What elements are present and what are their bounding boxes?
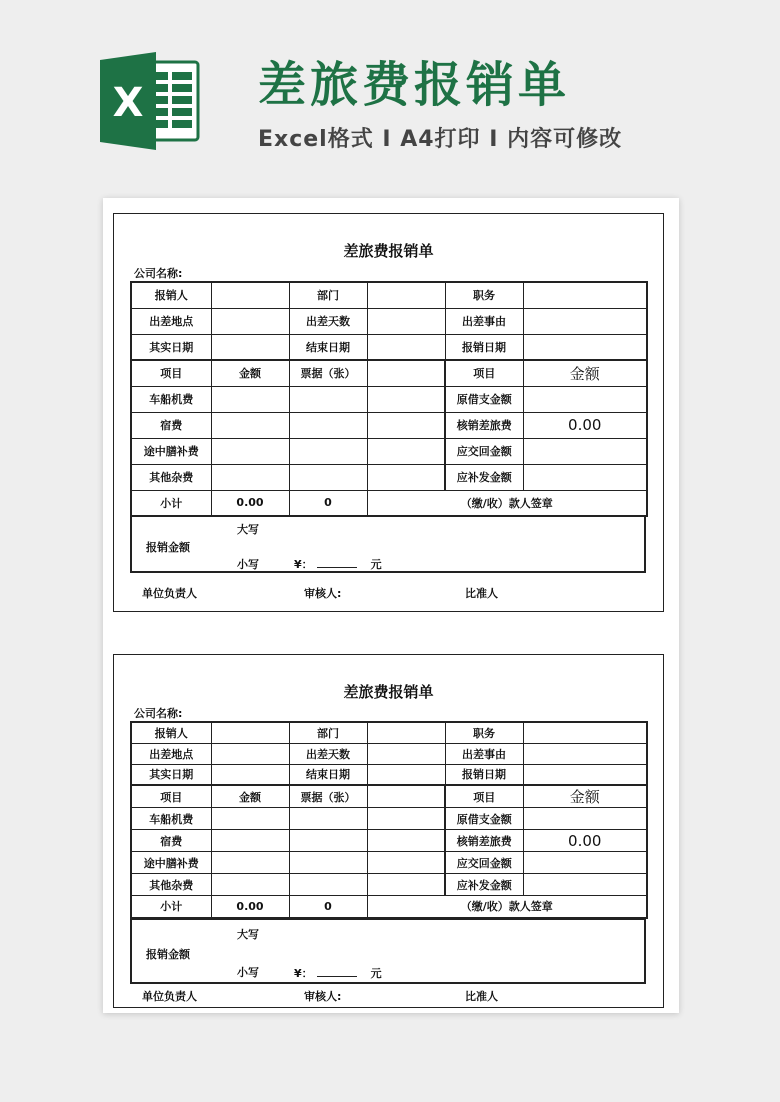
amount-lower-label: 小写 <box>237 558 259 571</box>
payee-signature-cell[interactable]: （缴/收）款人签章 <box>367 896 647 918</box>
payee-signature-cell[interactable]: （缴/收）款人签章 <box>367 490 647 516</box>
label-cell: 小计 <box>131 896 211 918</box>
input-cell[interactable] <box>211 412 289 438</box>
input-cell[interactable] <box>523 464 647 490</box>
input-cell[interactable] <box>367 743 445 764</box>
label-cell: 车船机费 <box>131 808 211 830</box>
label-cell: 出差天数 <box>289 743 367 764</box>
excel-logo-letter: X <box>112 80 144 126</box>
table-row <box>131 830 647 852</box>
input-cell[interactable] <box>523 282 647 308</box>
amount-lower-label: 小写 <box>237 966 259 979</box>
input-cell[interactable] <box>289 386 367 412</box>
input-cell[interactable] <box>211 743 289 764</box>
label-cell: 应补发金额 <box>445 874 523 896</box>
input-cell[interactable] <box>211 764 289 785</box>
table-row <box>131 764 647 785</box>
label-cell: 应交回金额 <box>445 438 523 464</box>
table-row <box>131 334 647 360</box>
expense-table <box>130 281 648 517</box>
form-title: 差旅费报销单 <box>343 242 434 260</box>
input-cell[interactable] <box>367 808 445 830</box>
value-cell[interactable]: 0.00 <box>523 412 647 438</box>
label-cell: 出差事由 <box>445 308 523 334</box>
sign-reviewer: 审核人: <box>304 587 342 600</box>
header-cell: 金额 <box>211 360 289 386</box>
label-cell: 途中膳补费 <box>131 438 211 464</box>
input-cell[interactable] <box>367 722 445 743</box>
label-cell: 其实日期 <box>131 334 211 360</box>
excel-icon <box>98 52 202 150</box>
amount-label: 报销金额 <box>146 948 190 961</box>
input-cell[interactable] <box>367 386 445 412</box>
label-cell: 核销差旅费 <box>445 412 523 438</box>
label-cell: 出差地点 <box>131 743 211 764</box>
label-cell: 应交回金额 <box>445 852 523 874</box>
amount-blank[interactable] <box>317 967 357 977</box>
input-cell[interactable] <box>211 464 289 490</box>
label-cell: 其他杂费 <box>131 464 211 490</box>
input-cell[interactable] <box>367 282 445 308</box>
banner-subtitle: Excel格式 I A4打印 I 内容可修改 <box>258 127 623 152</box>
table-row <box>131 722 647 743</box>
input-cell[interactable] <box>211 386 289 412</box>
unit-label: 元 <box>370 558 382 571</box>
table-row <box>131 464 647 490</box>
value-cell[interactable]: 0 <box>289 896 367 918</box>
header-cell: 项目 <box>131 785 211 808</box>
input-cell[interactable] <box>523 308 647 334</box>
input-cell[interactable] <box>523 764 647 785</box>
input-cell[interactable] <box>211 334 289 360</box>
input-cell[interactable] <box>367 334 445 360</box>
table-row <box>131 808 647 830</box>
table-row <box>131 874 647 896</box>
table-row <box>131 308 647 334</box>
table-row <box>131 852 647 874</box>
input-cell[interactable] <box>367 412 445 438</box>
input-cell[interactable] <box>523 743 647 764</box>
header-cell: 金额 <box>523 360 647 386</box>
label-cell: 职务 <box>445 722 523 743</box>
expense-form-2 <box>113 654 664 1008</box>
header-cell: 票据（张） <box>289 360 367 386</box>
header-cell: 项目 <box>445 360 523 386</box>
input-cell[interactable] <box>211 308 289 334</box>
reimbursement-amount-box <box>130 918 646 984</box>
input-cell[interactable] <box>367 874 445 896</box>
currency-label: ¥： <box>294 558 313 571</box>
table-header-row <box>131 785 647 808</box>
header-cell: 金额 <box>211 785 289 808</box>
label-cell: 报销日期 <box>445 334 523 360</box>
amount-lower-field[interactable] <box>294 965 382 981</box>
table-row <box>131 438 647 464</box>
table-row <box>131 743 647 764</box>
label-cell: 应补发金额 <box>445 464 523 490</box>
header-cell: 项目 <box>131 360 211 386</box>
amount-blank[interactable] <box>317 558 357 568</box>
table-row <box>131 412 647 438</box>
subtotal-row <box>131 896 647 918</box>
label-cell: 报销日期 <box>445 764 523 785</box>
sign-approver: 比准人 <box>465 587 498 600</box>
table-row <box>131 282 647 308</box>
input-cell[interactable] <box>367 438 445 464</box>
input-cell[interactable] <box>289 438 367 464</box>
currency-label: ¥： <box>294 967 313 980</box>
subtotal-row <box>131 490 647 516</box>
input-cell[interactable] <box>289 808 367 830</box>
amount-lower-field[interactable] <box>294 556 382 572</box>
input-cell[interactable] <box>523 852 647 874</box>
input-cell[interactable] <box>367 785 445 808</box>
input-cell[interactable] <box>367 308 445 334</box>
value-cell[interactable]: 0.00 <box>211 896 289 918</box>
header-cell: 票据（张） <box>289 785 367 808</box>
banner-title: 差旅费报销单 <box>258 57 571 113</box>
input-cell[interactable] <box>523 438 647 464</box>
label-cell: 出差天数 <box>289 308 367 334</box>
banner-header <box>0 0 780 185</box>
label-cell: 宿费 <box>131 830 211 852</box>
input-cell[interactable] <box>523 722 647 743</box>
input-cell[interactable] <box>523 808 647 830</box>
label-cell: 宿费 <box>131 412 211 438</box>
input-cell[interactable] <box>211 874 289 896</box>
amount-upper-label: 大写 <box>237 523 259 536</box>
table-row <box>131 386 647 412</box>
input-cell[interactable] <box>523 334 647 360</box>
company-name-label: 公司名称: <box>134 707 183 720</box>
label-cell: 核销差旅费 <box>445 830 523 852</box>
unit-label: 元 <box>370 967 382 980</box>
label-cell: 其实日期 <box>131 764 211 785</box>
input-cell[interactable] <box>367 464 445 490</box>
header-cell: 金额 <box>523 785 647 808</box>
input-cell[interactable] <box>211 830 289 852</box>
input-cell[interactable] <box>211 722 289 743</box>
sign-manager: 单位负责人 <box>142 990 197 1003</box>
input-cell[interactable] <box>211 808 289 830</box>
label-cell: 原借支金额 <box>445 386 523 412</box>
sign-manager: 单位负责人 <box>142 587 197 600</box>
label-cell: 原借支金额 <box>445 808 523 830</box>
sign-approver: 比准人 <box>465 990 498 1003</box>
label-cell: 报销人 <box>131 282 211 308</box>
label-cell: 部门 <box>289 282 367 308</box>
company-name-label: 公司名称: <box>134 267 183 280</box>
label-cell: 结束日期 <box>289 764 367 785</box>
input-cell[interactable] <box>211 438 289 464</box>
input-cell[interactable] <box>289 874 367 896</box>
input-cell[interactable] <box>289 464 367 490</box>
input-cell[interactable] <box>523 386 647 412</box>
label-cell: 出差事由 <box>445 743 523 764</box>
label-cell: 出差地点 <box>131 308 211 334</box>
label-cell: 小计 <box>131 490 211 516</box>
form-title: 差旅费报销单 <box>343 683 434 701</box>
value-cell[interactable]: 0.00 <box>523 830 647 852</box>
input-cell[interactable] <box>367 830 445 852</box>
amount-label: 报销金额 <box>146 541 190 554</box>
expense-table <box>130 721 648 919</box>
input-cell[interactable] <box>211 852 289 874</box>
table-header-row <box>131 360 647 386</box>
input-cell[interactable] <box>211 282 289 308</box>
input-cell[interactable] <box>289 412 367 438</box>
input-cell[interactable] <box>289 830 367 852</box>
amount-upper-label: 大写 <box>237 928 259 941</box>
input-cell[interactable] <box>523 874 647 896</box>
value-cell[interactable]: 0 <box>289 490 367 516</box>
label-cell: 其他杂费 <box>131 874 211 896</box>
sign-reviewer: 审核人: <box>304 990 342 1003</box>
input-cell[interactable] <box>289 852 367 874</box>
input-cell[interactable] <box>367 764 445 785</box>
label-cell: 结束日期 <box>289 334 367 360</box>
label-cell: 部门 <box>289 722 367 743</box>
label-cell: 车船机费 <box>131 386 211 412</box>
reimbursement-amount-box <box>130 515 646 573</box>
input-cell[interactable] <box>367 852 445 874</box>
label-cell: 途中膳补费 <box>131 852 211 874</box>
expense-form-1 <box>113 213 664 612</box>
label-cell: 职务 <box>445 282 523 308</box>
header-cell: 项目 <box>445 785 523 808</box>
label-cell: 报销人 <box>131 722 211 743</box>
value-cell[interactable]: 0.00 <box>211 490 289 516</box>
input-cell[interactable] <box>367 360 445 386</box>
